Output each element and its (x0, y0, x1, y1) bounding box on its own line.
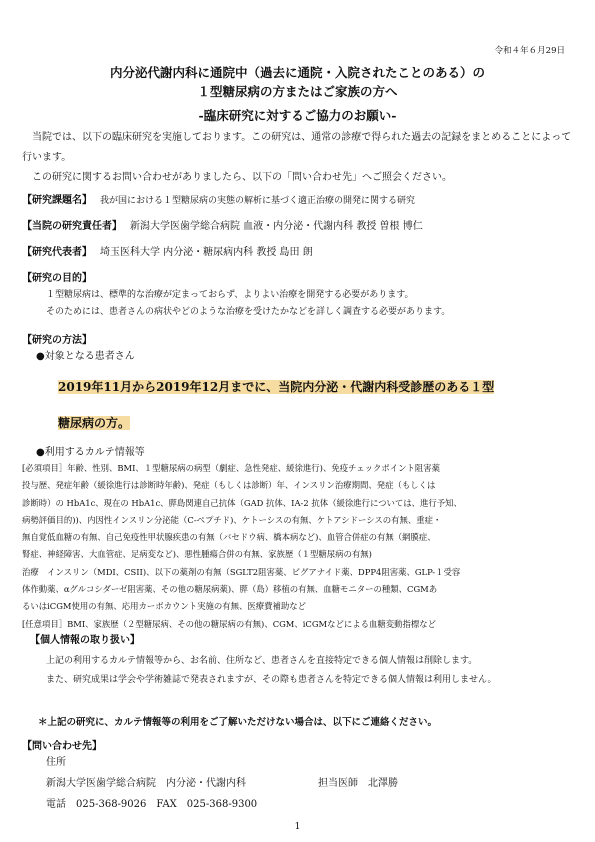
study-title-text: 我が国における１型糖尿病の実態の解析に基づく適正治療の開発に関する研究 (100, 196, 416, 206)
purpose-body (46, 287, 574, 321)
privacy-body (46, 652, 574, 690)
contact-doctor: 担当医師 北澤勝 (318, 778, 398, 789)
intro-paragraph-1: 当院では、以下の臨床研究を実施しております。この研究は、通常の診療で得られた過去の記録をまとめることによって行います。 (22, 132, 572, 163)
privacy-paragraph-2: また、研究成果は学会や学術雑誌で発表されますが、その際も患者さんを特定できる個人情報は利用しません。 (46, 675, 497, 685)
intro-paragraph-2: この研究に関するお問い合わせがありましたら、以下の「問い合わせ先」へご照会ください。 (32, 172, 452, 183)
target-patients-label: ●対象となる患者さん (36, 351, 135, 362)
responsible-text: 新潟大学医歯学総合病院 血液・内分泌・代謝内科 教授 曽根 博仁 (130, 221, 423, 232)
title-line-2: １型糖尿病の方またはご家族の方へ (197, 84, 398, 99)
contact-address-label: 住所 (46, 757, 66, 768)
target-highlight-1: 2019年11月から2019年12月までに、当院内分泌・代謝内科受診歴のある１型 (58, 380, 495, 394)
document-date: 令和４年６月29日 (494, 46, 565, 56)
study-title-label: 【研究課題名】 (22, 195, 92, 206)
chart-info-line: 治療 インスリン（MDI、CSII)、以下の薬剤の有無（SGLT2阻害薬、ビグアナイド薬、DPP4阻害薬、GLP-１受容 (22, 566, 461, 577)
contact-hospital: 新潟大学医歯学総合病院 内分泌・代謝内科 (46, 778, 246, 789)
purpose-line: そのためには、患者さんの病状やどのような治療を受けたかなどを詳しく調査する必要があります。 (46, 307, 451, 317)
target-patients-text-2 (58, 408, 578, 438)
method-heading (22, 334, 574, 348)
notice-text: ＊上記の研究に、カルテ情報等の利用をご了解いただけない場合は、以下にご連絡ください。 (38, 717, 438, 728)
purpose-label: 【研究の目的】 (22, 273, 92, 284)
method-label: 【研究の方法】 (22, 335, 92, 346)
representative-label: 【研究代表者】 (22, 247, 92, 258)
chart-info-label: ●利用するカルテ情報等 (36, 447, 145, 458)
chart-info-line: 無自覚低血糖の有無、自己免疫性甲状腺疾患の有無（バセドウ病、橋本病など)、血管合併症の有無（網膜症、 (22, 532, 436, 543)
target-highlight-2: 糖尿病の方。 (58, 416, 131, 430)
target-patients-text-1 (58, 372, 578, 402)
representative-section (22, 246, 574, 260)
chart-info-line: 病勢評価目的))、内因性インスリン分泌能（C-ペプチド)、ケトーシスの有無、ケトアシドーシスの有無、重症・ (22, 514, 442, 525)
chart-info-line: [必須項目］年齢、性別、BMI、１型糖尿病の病型（劇症、急性発症、緩徐進行)、免疫チェックポイント阻害薬 (22, 463, 440, 473)
privacy-heading (30, 634, 582, 648)
chart-info-line: [任意項目］BMI、家族歴（２型糖尿病、その他の糖尿病の有無)、CGM、iCGMなどによる血糖変動指標など (22, 618, 436, 629)
representative-text: 埼玉医科大学 内分泌・糖尿病内科 教授 島田 朗 (100, 247, 313, 258)
chart-info-line: 診断時）の HbA1c、現在の HbA1c、膵島関連自己抗体（GAD 抗体、IA-2 抗体（緩徐進行については、進行予知、 (22, 497, 462, 508)
purpose-heading (22, 272, 574, 286)
responsible-section (22, 220, 574, 234)
study-title-section (22, 194, 574, 208)
responsible-label: 【当院の研究責任者】 (22, 221, 122, 232)
contact-label: 【問い合わせ先】 (22, 741, 102, 752)
privacy-paragraph-1: 上記の利用するカルテ情報等から、お名前、住所など、患者さんを直接特定できる個人情報は削除します。 (46, 656, 478, 666)
chart-info-line: 投与歴、発症年齢（緩徐進行は診断時年齢)、発症（もしくは診断）年、インスリン治療期間、発症（もしくは (22, 480, 436, 491)
chart-info-line: 腎症、神経障害、大血管症、足病変など)、悪性腫瘍合併の有無、家族歴（１型糖尿病の有無) (22, 549, 372, 560)
chart-info-line: るいはiCGM使用の有無、応用カーボカウント実施の有無、医療費補助など (22, 601, 306, 612)
privacy-label: 【個人情報の取り扱い】 (30, 635, 140, 646)
chart-info-body (22, 460, 574, 633)
contact-phone: 電話 025-368-9026 FAX 025-368-9300 (46, 799, 258, 810)
title-line-1: 内分泌代謝内科に通院中（過去に通院・入院されたことのある）の (109, 65, 485, 80)
page-number: 1 (294, 822, 301, 832)
title-line-3: -臨床研究に対するご協力のお願い- (198, 108, 397, 123)
contact-heading (22, 740, 574, 754)
chart-info-line: 体作動薬、αグルコシダーゼ阻害薬、その他の糖尿病薬)、膵（島）移植の有無、血糖モニターの種類、CGMあ (22, 584, 438, 595)
purpose-line: １型糖尿病は、標準的な治療が定まっておらず、よりよい治療を開発する必要があります。 (46, 290, 414, 300)
